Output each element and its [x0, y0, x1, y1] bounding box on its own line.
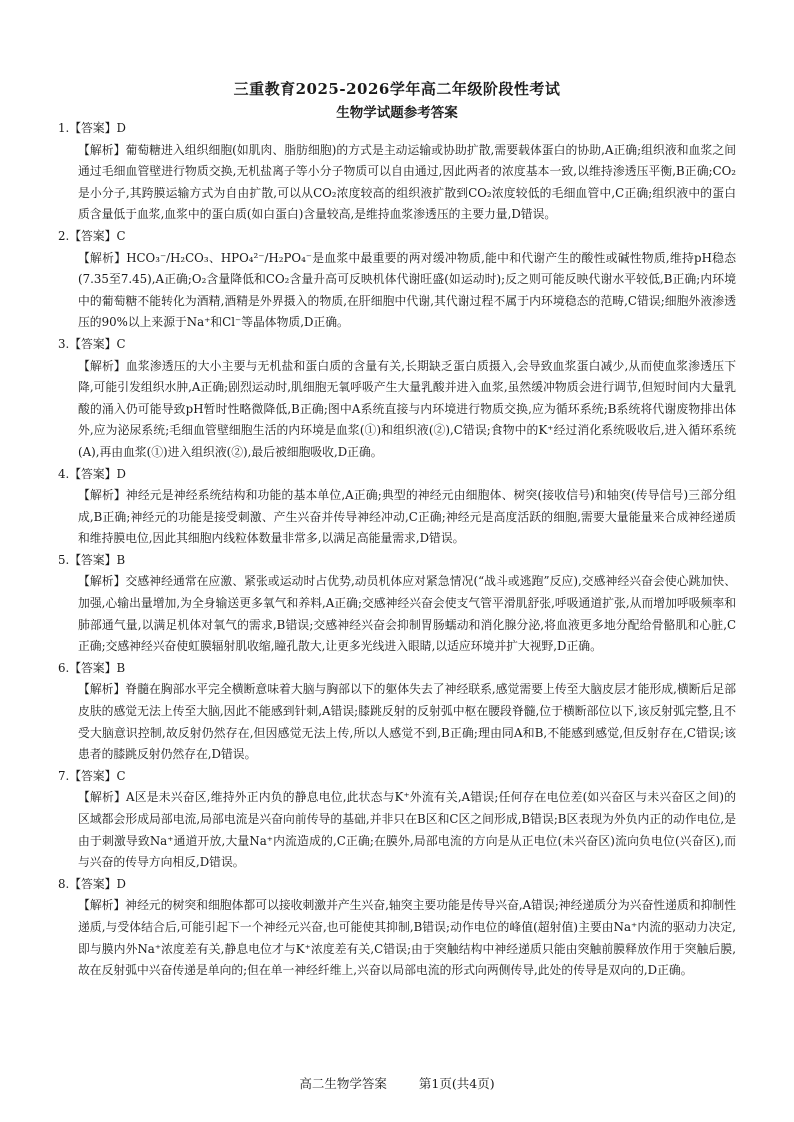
- question-block: [58, 874, 736, 982]
- question-explanation: 【解析】脊髓在胸部水平完全横断意味着大脑与胸部以下的躯体失去了神经联系,感觉需要上传至大脑皮层才能形成,横断后足部皮肤的感觉无法上传至大脑,因此不能感到针刺,A错误;膝跳反射的反射弧中枢在腰段脊髓,位于横断部位以下,该反射弧完整,且不受大脑意识控制,故反射仍然存在,但因感觉无法上传,所以人感觉不到,B正确;理由同A和B,不能感到感觉,但反射存在,C错误;该患者的膝跳反射仍然存在,D错误。: [78, 682, 736, 762]
- question-explanation: 【解析】血浆渗透压的大小主要与无机盐和蛋白质的含量有关,长期缺乏蛋白质摄入,会导致血浆蛋白减少,从而使血浆渗透压下降,可能引发组织水肿,A正确;剧烈运动时,肌细胞无氧呼吸产生大量乳酸并进入血浆,虽然缓冲物质会进行调节,但短时间内大量乳酸的涌入仍可能导致pH暂时性略微降低,B正确;图中A系统直接与内环境进行物质交换,应为循环系统;B系统将代谢废物排出体外,应为泌尿系统;毛细血管壁细胞生活的内环境是血浆(①)和组织液(②),C错误;食物中的K⁺经过消化系统吸收后,进入循环系统(A),再由血浆(①)进入组织液(②),最后被细胞吸收,D正确。: [78, 358, 736, 459]
- question-explanation: 【解析】葡萄糖进入组织细胞(如肌肉、脂肪细胞)的方式是主动运输或协助扩散,需要载体蛋白的协助,A正确;组织液和血浆之间通过毛细血管壁进行物质交换,无机盐离子等小分子物质可以自由通过,因此两者的浓度基本一致,以维持渗透压平衡,B正确;CO₂是小分子,其跨膜运输方式为自由扩散,可以从CO₂浓度较高的组织液扩散到CO₂浓度较低的毛细血管中,C正确;组织液中的蛋白质含量低于血浆,血浆中的蛋白质(如白蛋白)含量较高,是维持血浆渗透压的主要力量,D错误。: [78, 142, 736, 222]
- question-block: [58, 658, 736, 766]
- question-block: [58, 226, 736, 334]
- question-answer: 2.【答案】C: [58, 228, 126, 243]
- question-block: [58, 464, 736, 550]
- question-answer: 6.【答案】B: [58, 660, 126, 675]
- question-answer: 1.【答案】D: [58, 121, 126, 135]
- question-answer: 3.【答案】C: [58, 336, 126, 351]
- question-explanation: 【解析】A区是未兴奋区,维持外正内负的静息电位,此状态与K⁺外流有关,A错误;任何存在电位差(如兴奋区与未兴奋区之间)的区域都会形成局部电流,局部电流是兴奋向前传导的基础,并非只在B区和C区之间形成,B错误;B区表现为外负内正的动作电位,是由于刺激导致Na⁺通道开放,大量Na⁺内流造成的,C正确;在膜外,局部电流的方向是从正电位(未兴奋区)流向负电位(兴奋区),而与兴奋的传导方向相反,D错误。: [78, 790, 736, 870]
- page-title: 三重教育2025-2026学年高二年级阶段性考试: [233, 80, 561, 98]
- question-answer: 4.【答案】D: [58, 466, 126, 481]
- question-block: [58, 334, 736, 464]
- question-answer: 5.【答案】B: [58, 552, 126, 567]
- question-answer: 8.【答案】D: [58, 876, 126, 891]
- question-explanation: 【解析】神经元的树突和细胞体都可以接收刺激并产生兴奋,轴突主要功能是传导兴奋,A错误;神经递质分为兴奋性递质和抑制性递质,与受体结合后,可能引起下一个神经元兴奋,也可能使其抑制,B错误;动作电位的峰值(超射值)主要由Na⁺内流的驱动力决定,即与膜内外Na⁺浓度差有关,静息电位才与K⁺浓度差有关,C错误;由于突触结构中神经递质只能由突触前膜释放作用于突触后膜,故在反射弧中兴奋传递是单向的;但在单一神经纤维上,兴奋以局部电流的形式向两侧传导,此处的传导是双向的,D正确。: [78, 898, 736, 978]
- page-footer: [0, 1074, 794, 1092]
- page-subtitle: 生物学试题参考答案: [336, 105, 458, 121]
- question-block: [58, 550, 736, 658]
- question-block: [58, 766, 736, 874]
- question-answer: 7.【答案】C: [58, 768, 126, 783]
- question-block: [58, 118, 736, 226]
- question-explanation: 【解析】神经元是神经系统结构和功能的基本单位,A正确;典型的神经元由细胞体、树突(接收信号)和轴突(传导信号)三部分组成,B正确;神经元的功能是接受刺激、产生兴奋并传导神经冲动,C正确;神经元是高度活跃的细胞,需要大量能量来合成神经递质和维持膜电位,因此其细胞内线粒体数量非常多,以满足高能量需求,D错误。: [78, 488, 736, 546]
- answers-body: [58, 118, 736, 982]
- question-explanation: 【解析】HCO₃⁻/H₂CO₃、HPO₄²⁻/H₂PO₄⁻是血浆中最重要的两对缓冲物质,能中和代谢产生的酸性或碱性物质,维持pH稳态(7.35至7.45),A正确;O₂含量降低和CO₂含量升高可反映机体代谢旺盛(如运动时);反之则可能反映代谢水平较低,B正确;内环境中的葡萄糖不能转化为酒精,酒精是外界摄入的物质,在肝细胞中代谢,其代谢过程不属于内环境稳态的范畴,C错误;细胞外液渗透压的90%以上来源于Na⁺和Cl⁻等晶体物质,D正确。: [78, 250, 736, 330]
- question-explanation: 【解析】交感神经通常在应激、紧张或运动时占优势,动员机体应对紧急情况(“战斗或逃跑”反应),交感神经兴奋会使心跳加快、加强,心输出量增加,为全身输送更多氧气和养料,A正确;交感神经兴奋会使支气管平滑肌舒张,呼吸通道扩张,从而增加呼吸频率和肺部通气量,以满足机体对氧气的需求,B错误;交感神经兴奋会抑制胃肠蠕动和消化腺分泌,将血液更多地分配给骨骼肌和心脏,C正确;交感神经兴奋使虹膜辐射肌收缩,瞳孔散大,让更多光线进入眼睛,以适应环境并扩大视野,D正确。: [78, 574, 736, 654]
- footer-page-number: 第1页(共4页): [418, 1076, 495, 1091]
- footer-subject: 高二生物学答案: [299, 1076, 387, 1091]
